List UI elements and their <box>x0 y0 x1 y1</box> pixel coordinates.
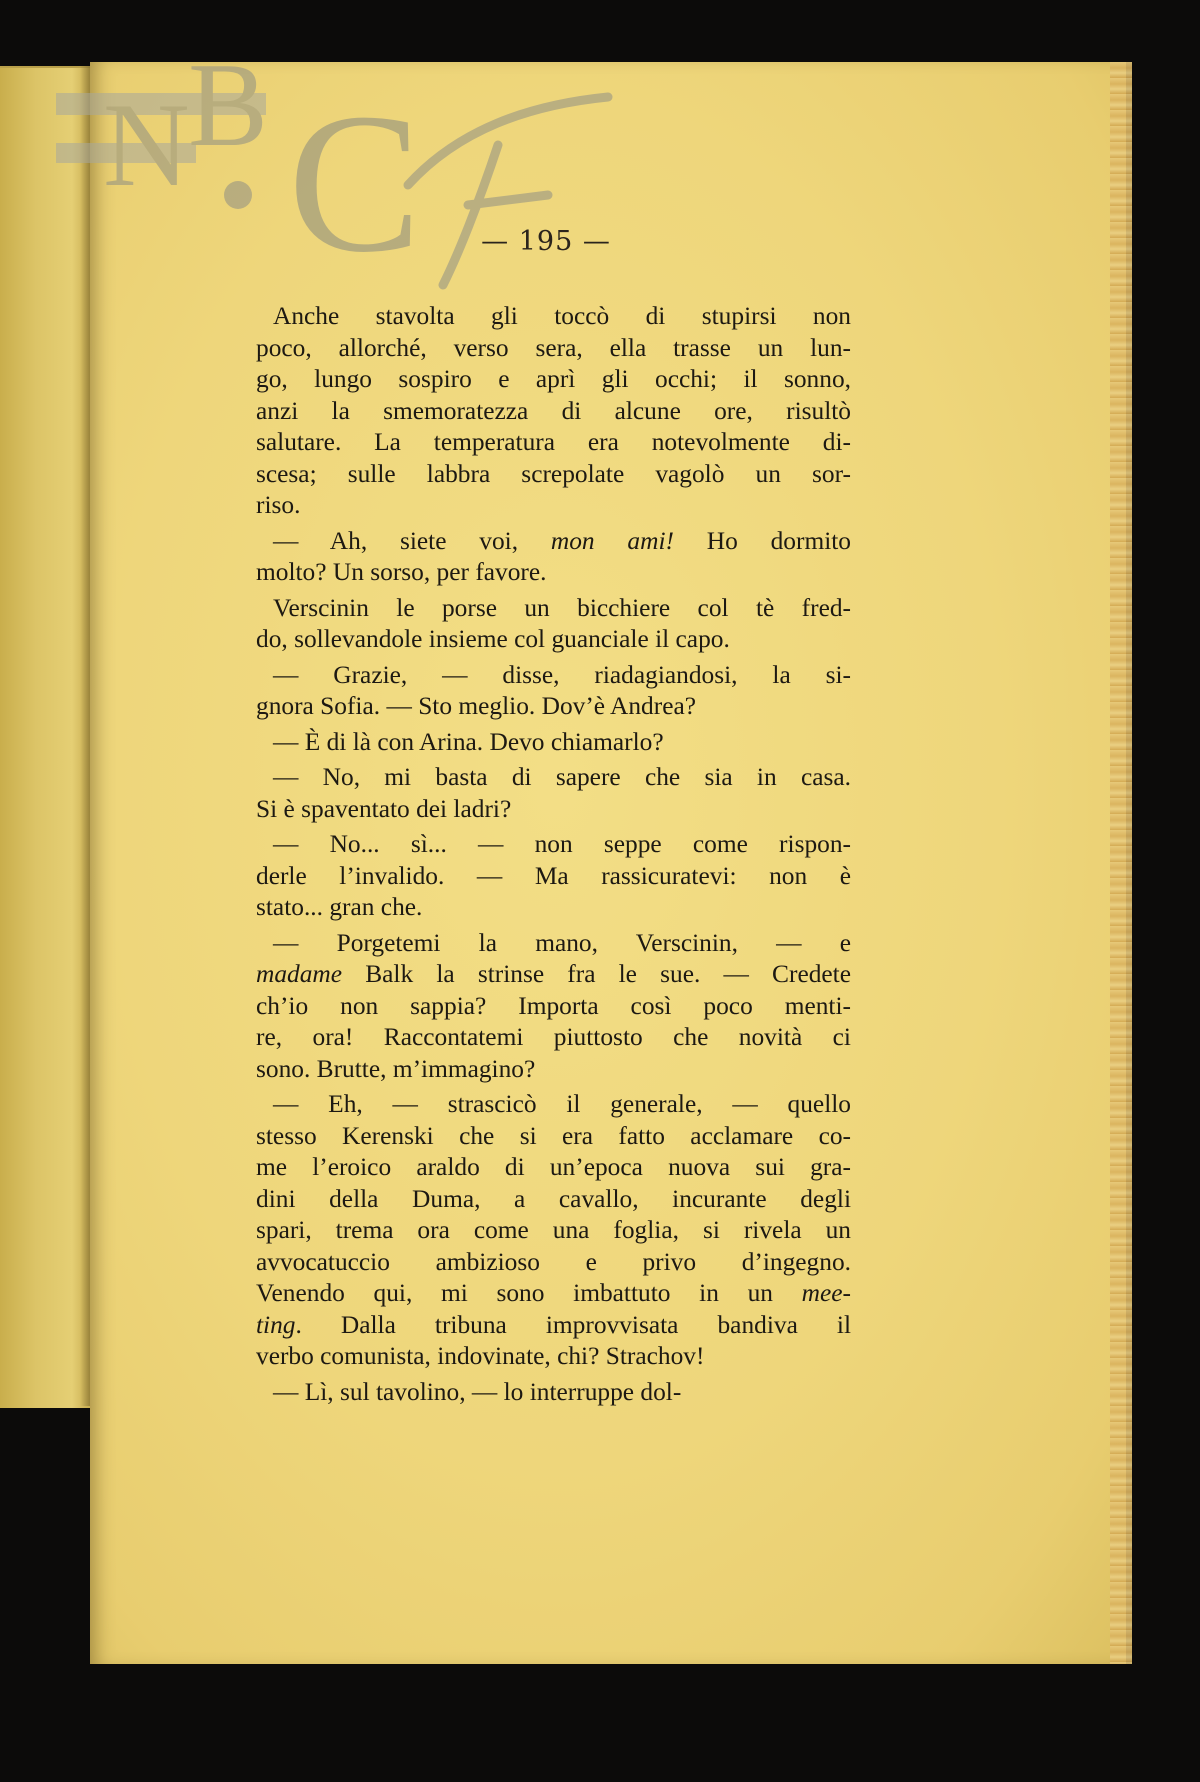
text-segment: — È di là con Arina. Devo chiamarlo? <box>273 727 664 756</box>
text-line <box>256 1278 851 1310</box>
paragraph <box>256 1089 851 1373</box>
paragraph <box>256 727 851 759</box>
text-line <box>256 691 851 723</box>
watermark-letter-n: N <box>103 78 190 211</box>
text-segment: re, ora! Raccontatemi piuttosto che novità ci <box>256 1023 851 1051</box>
text-segment: gnora Sofia. — Sto meglio. Dov’è Andrea? <box>256 692 697 720</box>
text-line <box>256 1152 851 1184</box>
text-segment: anzi la smemoratezza di alcune ore, risultò <box>256 396 851 425</box>
text-segment: verbo comunista, indovinate, chi? Strachov! <box>256 1342 705 1370</box>
text-line <box>256 959 851 991</box>
italic-text: mee- <box>801 1279 851 1307</box>
text-line <box>256 333 851 365</box>
text-segment: derle l’invalido. — Ma rassicuratevi: non è <box>256 861 851 890</box>
text-line <box>256 427 851 459</box>
text-line <box>256 459 851 491</box>
text-segment: — Lì, sul tavolino, — lo interruppe dol- <box>273 1377 682 1406</box>
text-segment: ch’io non sappia? Importa così poco menti- <box>256 991 851 1020</box>
watermark-letter-b: B <box>188 38 269 171</box>
text-segment: Anche stavolta gli toccò di stupirsi non <box>273 302 851 330</box>
text-segment: salutare. La temperatura era notevolmente di- <box>256 428 851 456</box>
text-segment: Si è spaventato dei ladri? <box>256 794 512 823</box>
page-deckled-edge <box>1110 62 1132 1664</box>
text-line <box>256 1054 851 1086</box>
text-segment: Ho dormito <box>673 526 851 555</box>
text-segment: — Grazie, — disse, riadagiandosi, la si- <box>273 660 851 689</box>
text-line <box>256 1341 851 1373</box>
text-line <box>256 727 851 759</box>
paragraph <box>256 762 851 825</box>
text-segment: spari, trema ora come una foglia, si rivela un <box>256 1216 851 1244</box>
text-segment: dini della Duma, a cavallo, incurante degli <box>256 1184 851 1213</box>
text-line <box>256 660 851 692</box>
text-segment: poco, allorché, verso sera, ella trasse un lun- <box>256 333 851 362</box>
italic-text: mon ami! <box>550 526 674 555</box>
text-line <box>256 928 851 960</box>
text-line <box>256 1089 851 1121</box>
text-segment: . Dalla tribuna improvvisata bandiva il <box>295 1310 851 1339</box>
text-line <box>256 364 851 396</box>
text-line <box>256 991 851 1023</box>
text-line <box>256 829 851 861</box>
text-segment: stato... gran che. <box>256 893 423 921</box>
text-line <box>256 490 851 522</box>
text-segment: molto? Un sorso, per favore. <box>256 558 547 586</box>
page-number: — 195 — <box>481 226 611 257</box>
text-line <box>256 1310 851 1342</box>
text-segment: stesso Kerenski che si era fatto acclamare co- <box>256 1121 851 1150</box>
page-body-text <box>256 301 851 1408</box>
text-segment: — Ah, siete voi, <box>273 526 551 555</box>
text-line <box>256 593 851 625</box>
text-line <box>256 1247 851 1279</box>
text-line <box>256 301 851 333</box>
watermark-letter-c: C <box>288 73 422 294</box>
italic-text: madame <box>256 960 343 988</box>
text-line <box>256 1377 851 1409</box>
text-line <box>256 892 851 924</box>
paragraph <box>256 301 851 522</box>
text-line <box>256 1184 851 1216</box>
text-segment: riso. <box>256 491 301 519</box>
paragraph <box>256 526 851 589</box>
paragraph <box>256 660 851 723</box>
text-segment: avvocatuccio ambizioso e privo d’ingegno. <box>256 1247 851 1276</box>
text-segment: — Eh, — strascicò il generale, — quello <box>273 1090 851 1118</box>
text-line <box>256 1215 851 1247</box>
text-segment: do, sollevandole insieme col guanciale il capo. <box>256 625 730 653</box>
text-line <box>256 557 851 589</box>
paragraph <box>256 829 851 924</box>
text-line <box>256 526 851 558</box>
text-segment: — No, mi basta di sapere che sia in casa. <box>273 763 851 791</box>
text-line <box>256 794 851 826</box>
text-line <box>256 396 851 428</box>
text-segment: go, lungo sospiro e aprì gli occhi; il sonno, <box>256 365 851 393</box>
paragraph <box>256 1377 851 1409</box>
text-segment: scesa; sulle labbra screpolate vagolò un sor- <box>256 459 851 488</box>
text-segment: — Porgetemi la mano, Verscinin, — e <box>273 928 851 957</box>
text-segment: me l’eroico araldo di un’epoca nuova sui gra- <box>256 1153 851 1181</box>
paragraph <box>256 593 851 656</box>
text-segment: Balk la strinse fra le sue. — Credete <box>342 960 851 988</box>
text-segment: Verscinin le porse un bicchiere col tè fred- <box>273 593 851 622</box>
text-segment: Venendo qui, mi sono imbattuto in un <box>256 1279 802 1307</box>
text-line <box>256 1022 851 1054</box>
text-segment: sono. Brutte, m’immagino? <box>256 1054 536 1083</box>
text-line <box>256 861 851 893</box>
paragraph <box>256 928 851 1086</box>
text-line <box>256 624 851 656</box>
text-line <box>256 762 851 794</box>
text-line <box>256 1121 851 1153</box>
text-segment: — No... sì... — non seppe come rispon- <box>273 830 851 858</box>
italic-text: ting <box>256 1310 296 1339</box>
